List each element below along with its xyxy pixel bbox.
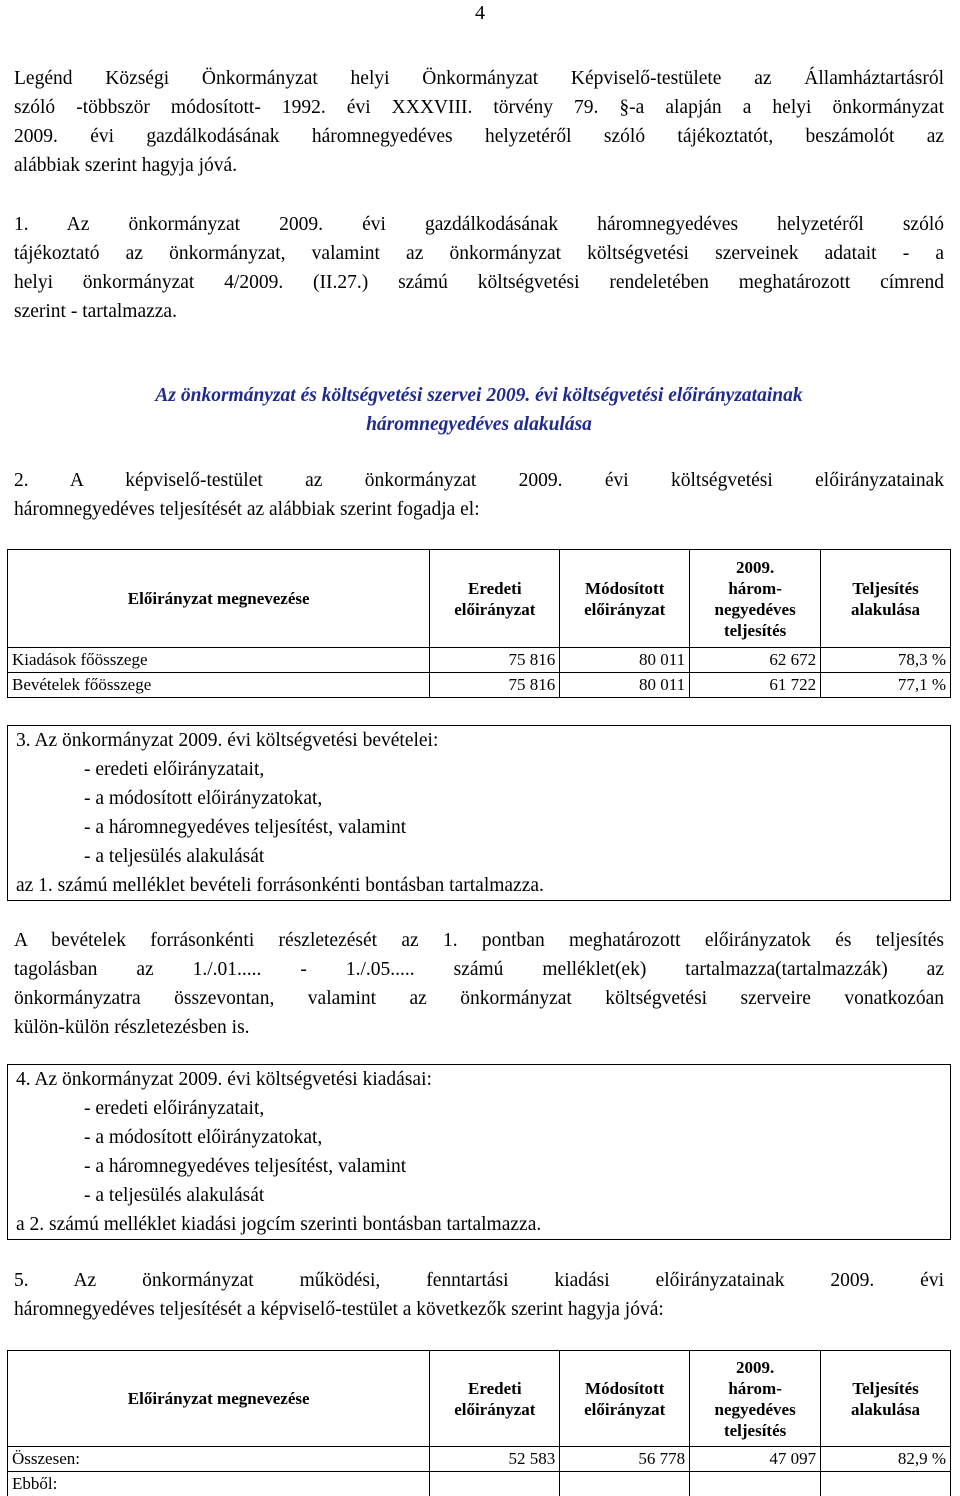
section-3-head: 3. Az önkormányzat 2009. évi költségvetési bevételei: (16, 726, 942, 755)
intro-line: alábbiak szerint hagyja jóvá. (14, 151, 944, 180)
header-name: Előirányzat megnevezése (8, 550, 430, 648)
section-3-item: - a háromnegyedéves teljesítést, valamint (16, 813, 942, 842)
header-modified: Módosított előirányzat (560, 550, 690, 648)
section-1-line: szerint - tartalmazza. (14, 297, 944, 326)
row-modified: 80 011 (560, 648, 690, 673)
row-q3: 62 672 (690, 648, 821, 673)
header-perf: Teljesítés alakulása (821, 550, 951, 648)
budget-table-2 (7, 1350, 951, 1496)
revenue-line: külön-külön részletezésben is. (14, 1013, 944, 1042)
row-perf: 77,1 % (821, 673, 951, 698)
table-header-row (8, 1351, 951, 1447)
table-row (8, 1472, 951, 1496)
row-q3: 47 097 (690, 1447, 821, 1472)
row-name: Bevételek főösszege (8, 673, 430, 698)
section-title-line: Az önkormányzat és költségvetési szervei 2009. évi költségvetési előirányzatainak (14, 381, 944, 410)
section-3-item: - a módosított előirányzatokat, (16, 784, 942, 813)
header-original: Eredeti előirányzat (430, 550, 560, 648)
section-4-item: - a módosított előirányzatokat, (16, 1123, 942, 1152)
section-2-line: 2. A képviselő-testület az önkormányzat 2009. évi költségvetési előirányzatainak (14, 466, 944, 495)
section-3-item: - a teljesülés alakulását (16, 842, 942, 871)
row-original: 75 816 (430, 673, 560, 698)
section-4-item: - eredeti előirányzatait, (16, 1094, 942, 1123)
header-q3: 2009. három- negyedéves teljesítés (690, 1351, 821, 1447)
row-name: Ebből: (8, 1472, 430, 1496)
table-row (8, 1447, 951, 1472)
row-original (430, 1472, 560, 1496)
table-row (8, 673, 951, 698)
row-perf: 82,9 % (821, 1447, 951, 1472)
intro-paragraph (14, 64, 944, 180)
intro-line: 2009. évi gazdálkodásának háromnegyedéves helyzetéről szóló tájékoztatót, beszámolót az (14, 122, 944, 151)
section-3-box (7, 725, 951, 901)
row-name: Kiadások főösszege (8, 648, 430, 673)
section-title (14, 381, 944, 439)
header-name: Előirányzat megnevezése (8, 1351, 430, 1447)
table-header-row (8, 550, 951, 648)
row-modified: 80 011 (560, 673, 690, 698)
section-1-line: helyi önkormányzat 4/2009. (II.27.) számú költségvetési rendeletében meghatározott címrend (14, 268, 944, 297)
section-1-line: 1. Az önkormányzat 2009. évi gazdálkodásának háromnegyedéves helyzetéről szóló (14, 210, 944, 239)
intro-line: Legénd Községi Önkormányzat helyi Önkormányzat Képviselő-testülete az Államháztartásról (14, 64, 944, 93)
intro-line: szóló -többször módosított- 1992. évi XXXVIII. törvény 79. §-a alapján a helyi önkormányzat (14, 93, 944, 122)
row-modified (560, 1472, 690, 1496)
row-original: 52 583 (430, 1447, 560, 1472)
section-5-line: 5. Az önkormányzat működési, fenntartási kiadási előirányzatainak 2009. évi (14, 1266, 944, 1295)
revenue-line: A bevételek forrásonkénti részletezését az 1. pontban meghatározott előirányzatok és teljesítés (14, 926, 944, 955)
row-q3 (690, 1472, 821, 1496)
section-4-item: - a teljesülés alakulását (16, 1181, 942, 1210)
section-4-box (7, 1064, 951, 1240)
section-5-line: háromnegyedéves teljesítését a képviselő-testület a következők szerint hagyja jóvá: (14, 1295, 944, 1324)
row-name: Összesen: (8, 1447, 430, 1472)
table-row (8, 648, 951, 673)
section-title-line: háromnegyedéves alakulása (14, 410, 944, 439)
row-perf: 78,3 % (821, 648, 951, 673)
revenue-line: önkormányzatra összevontan, valamint az önkormányzat költségvetési szerveire vonatkozóan (14, 984, 944, 1013)
row-q3: 61 722 (690, 673, 821, 698)
revenue-paragraph (14, 926, 944, 1042)
section-2-paragraph (14, 466, 944, 524)
section-3-tail: az 1. számú melléklet bevételi forrásonkénti bontásban tartalmazza. (16, 871, 942, 900)
header-original: Eredeti előirányzat (430, 1351, 560, 1447)
section-4-head: 4. Az önkormányzat 2009. évi költségvetési kiadásai: (16, 1065, 942, 1094)
revenue-line: tagolásban az 1./.01..... - 1./.05..... számú melléklet(ek) tartalmazza(tartalmazzák) az (14, 955, 944, 984)
section-4-item: - a háromnegyedéves teljesítést, valamint (16, 1152, 942, 1181)
section-1-line: tájékoztató az önkormányzat, valamint az önkormányzat költségvetési szerveinek adatait - a (14, 239, 944, 268)
section-4-tail: a 2. számú melléklet kiadási jogcím szerinti bontásban tartalmazza. (16, 1210, 942, 1239)
section-2-line: háromnegyedéves teljesítését az alábbiak szerint fogadja el: (14, 495, 944, 524)
section-5-paragraph (14, 1266, 944, 1324)
header-modified: Módosított előirányzat (560, 1351, 690, 1447)
section-3-item: - eredeti előirányzatait, (16, 755, 942, 784)
page-number: 4 (0, 2, 960, 25)
budget-table-1 (7, 549, 951, 698)
row-perf (821, 1472, 951, 1496)
row-modified: 56 778 (560, 1447, 690, 1472)
header-q3: 2009. három- negyedéves teljesítés (690, 550, 821, 648)
row-original: 75 816 (430, 648, 560, 673)
header-perf: Teljesítés alakulása (821, 1351, 951, 1447)
section-1-paragraph (14, 210, 944, 326)
